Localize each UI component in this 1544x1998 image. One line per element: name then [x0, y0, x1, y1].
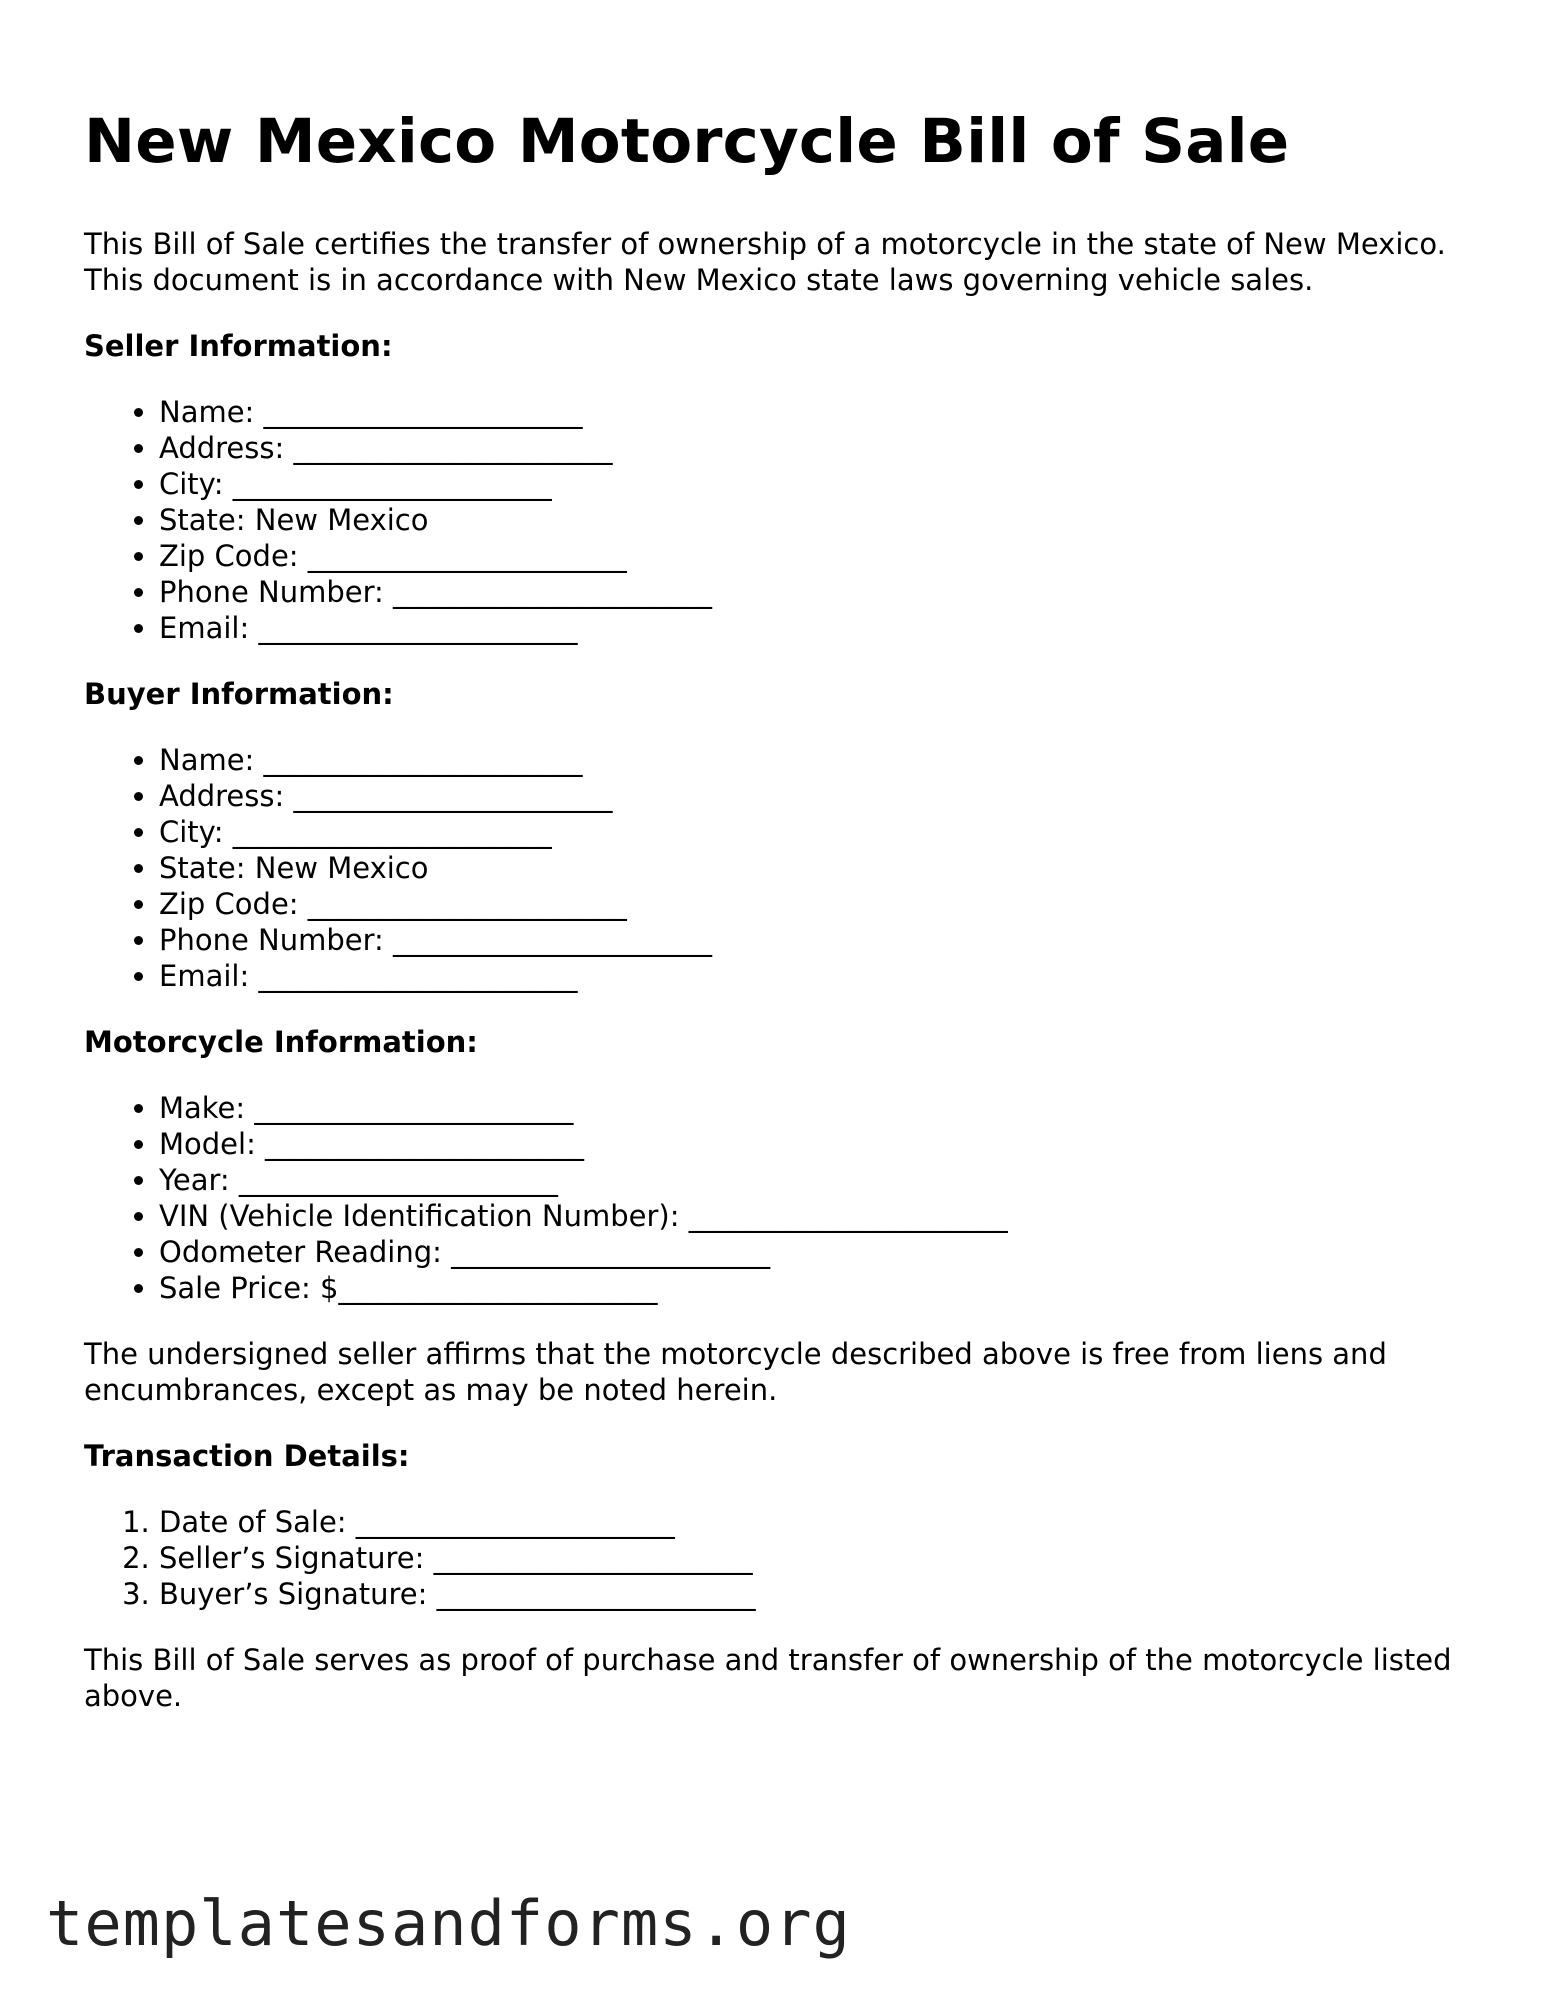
document-title: New Mexico Motorcycle Bill of Sale: [84, 106, 1290, 177]
motorcycle-price-field: • Sale Price: $______________________: [159, 1270, 1464, 1306]
document-page: [84, 104, 1464, 1744]
buyer-name-field: • Name: ______________________: [159, 742, 1464, 778]
seller-address-field: • Address: ______________________: [159, 430, 1464, 466]
buyer-address-field: • Address: ______________________: [159, 778, 1464, 814]
transaction-list: [84, 1504, 1464, 1612]
seller-signature-field: 2. Seller’s Signature: ______________________: [159, 1540, 1464, 1576]
buyer-signature-field: 3. Buyer’s Signature: ______________________: [159, 1576, 1464, 1612]
seller-email-field: • Email: ______________________: [159, 610, 1464, 646]
motorcycle-heading: Motorcycle Information:: [84, 1025, 478, 1059]
buyer-list: [84, 742, 1464, 994]
watermark: templatesandforms.org: [46, 1887, 851, 1960]
motorcycle-year-field: • Year: ______________________: [159, 1162, 1464, 1198]
buyer-email-field: • Email: ______________________: [159, 958, 1464, 994]
transaction-heading: Transaction Details:: [84, 1439, 410, 1473]
seller-state-field: • State: New Mexico: [159, 502, 1464, 538]
buyer-city-field: • City: ______________________: [159, 814, 1464, 850]
motorcycle-odometer-field: • Odometer Reading: ______________________: [159, 1234, 1464, 1270]
motorcycle-model-field: • Model: ______________________: [159, 1126, 1464, 1162]
motorcycle-make-field: • Make: ______________________: [159, 1090, 1464, 1126]
affirmation-paragraph: The undersigned seller affirms that the motorcycle described above is free from liens and encumbrances, except as may be noted herein.: [84, 1337, 1387, 1407]
motorcycle-list: [84, 1090, 1464, 1306]
intro-paragraph: This Bill of Sale certifies the transfer of ownership of a motorcycle in the state of New Mexico. This document is in accordance with New Mexico state laws governing vehicle sales.: [84, 227, 1446, 297]
buyer-heading: Buyer Information:: [84, 677, 394, 711]
motorcycle-vin-field: • VIN (Vehicle Identification Number): ______________________: [159, 1198, 1464, 1234]
seller-phone-field: • Phone Number: ______________________: [159, 574, 1464, 610]
buyer-state-field: • State: New Mexico: [159, 850, 1464, 886]
closing-paragraph: This Bill of Sale serves as proof of purchase and transfer of ownership of the motorcycle listed above.: [84, 1643, 1452, 1713]
seller-zip-field: • Zip Code: ______________________: [159, 538, 1464, 574]
buyer-phone-field: • Phone Number: ______________________: [159, 922, 1464, 958]
seller-list: [84, 394, 1464, 646]
date-of-sale-field: 1. Date of Sale: ______________________: [159, 1504, 1464, 1540]
seller-city-field: • City: ______________________: [159, 466, 1464, 502]
seller-heading: Seller Information:: [84, 329, 393, 363]
buyer-zip-field: • Zip Code: ______________________: [159, 886, 1464, 922]
seller-name-field: • Name: ______________________: [159, 394, 1464, 430]
